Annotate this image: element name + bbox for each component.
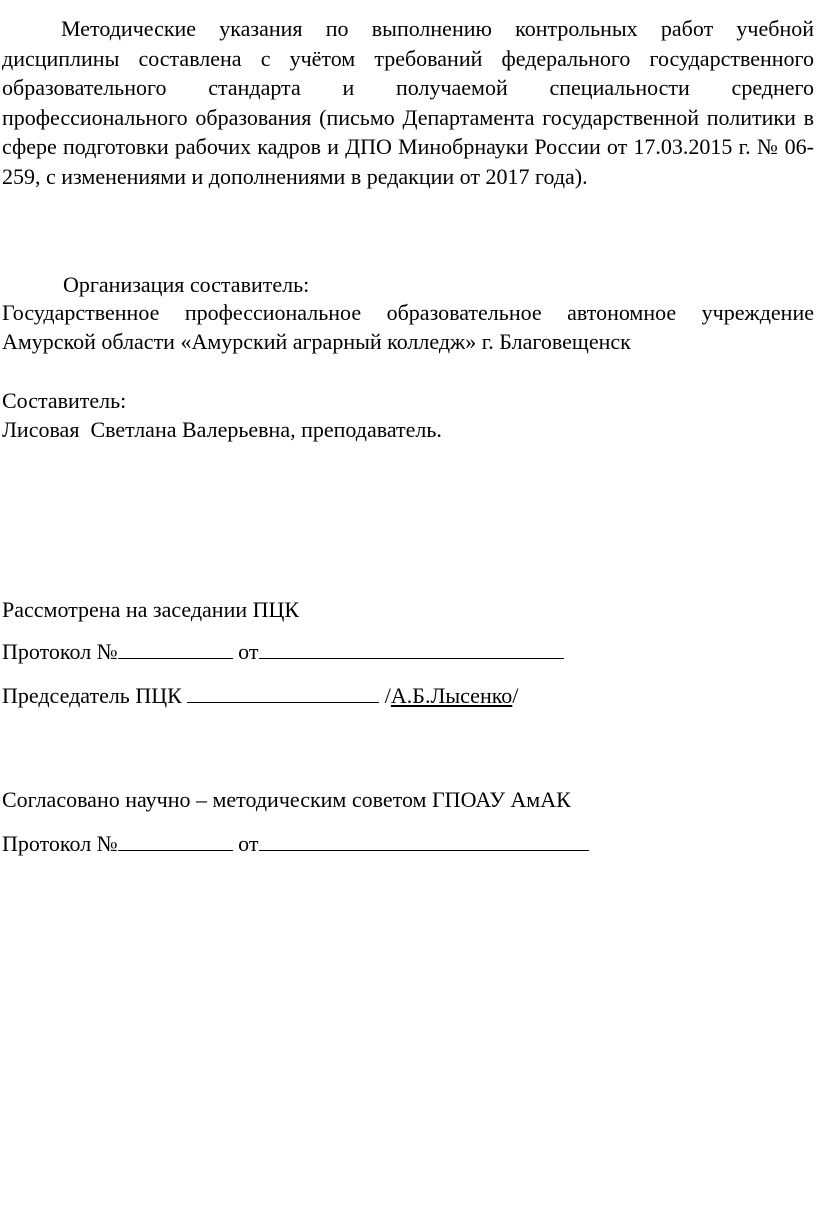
protocol-prefix: Протокол № <box>2 639 118 664</box>
approval-protocol-line <box>2 829 589 858</box>
chairman-line <box>2 681 518 710</box>
organization-label: Организация составитель: <box>63 272 310 297</box>
date-prefix: от <box>238 639 259 664</box>
intro-paragraph: Методические указания по выполнению контрольных работ учебной дисциплины составлена с учётом требований федерального государственного образовательного стандарта и получаемой специальности среднего профессионального образования (письмо Департамента государственной политики в сфере подготовки рабочих кадров и ДПО Минобрнауки России от 17.03.2015 г. № 06-259, с изменениями и дополнениями в редакции от 2017 года). <box>2 16 814 189</box>
compiler-name: Лисовая Светлана Валерьевна, преподаватель. <box>2 417 442 442</box>
chairman-name: А.Б.Лысенко <box>390 683 513 708</box>
agreed-text: Согласовано научно – методическим советом ГПОАУ АмАК <box>2 787 571 812</box>
review-protocol-line <box>2 637 564 666</box>
protocol-prefix: Протокол № <box>2 831 118 856</box>
slash-open: / <box>384 683 391 708</box>
protocol-date-blank <box>259 830 589 851</box>
chairman-prefix: Председатель ПЦК <box>2 683 182 708</box>
date-prefix: от <box>238 831 259 856</box>
chairman-signature-blank <box>187 682 379 703</box>
protocol-number-blank <box>118 830 233 851</box>
organization-name: Государственное профессиональное образовательное автономное учреждение Амурской области «Амурский аграрный колледж» г. Благовещенск <box>2 300 814 354</box>
protocol-date-blank <box>259 638 564 659</box>
slash-close: / <box>512 683 519 708</box>
protocol-number-blank <box>118 638 233 659</box>
reviewed-text: Рассмотрена на заседании ПЦК <box>2 597 300 622</box>
document-page <box>2 14 814 856</box>
compiler-label: Составитель: <box>2 388 127 413</box>
